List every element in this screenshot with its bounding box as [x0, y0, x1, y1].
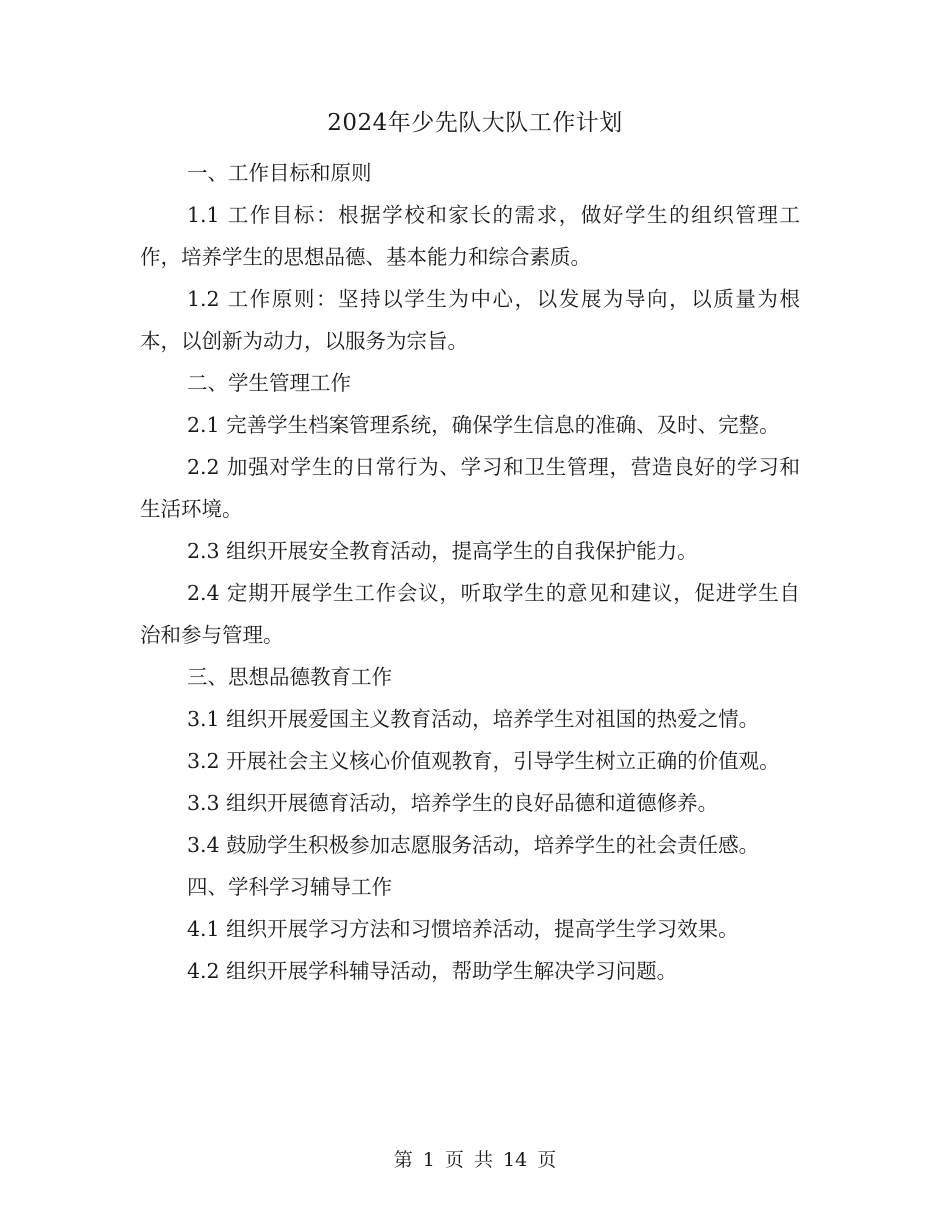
- document-body: [140, 152, 800, 992]
- section-heading-3: 三、思想品德教育工作: [187, 665, 392, 689]
- paragraph-4-2: 4.2 组织开展学科辅导活动，帮助学生解决学习问题。: [187, 959, 678, 983]
- paragraph-3-4: 3.4 鼓励学生积极参加志愿服务活动，培养学生的社会责任感。: [187, 833, 760, 857]
- paragraph-2-2: 2.2 加强对学生的日常行为、学习和卫生管理，营造良好的学习和生活环境。: [140, 455, 800, 521]
- paragraph-1-1: 1.1 工作目标：根据学校和家长的需求，做好学生的组织管理工作，培养学生的思想品德、基本能力和综合素质。: [140, 203, 800, 269]
- paragraph-1-2: 1.2 工作原则：坚持以学生为中心，以发展为导向，以质量为根本，以创新为动力，以服务为宗旨。: [140, 287, 800, 353]
- paragraph-4-1: 4.1 组织开展学习方法和习惯培养活动，提高学生学习效果。: [187, 917, 739, 941]
- paragraph-3-2: 3.2 开展社会主义核心价值观教育，引导学生树立正确的价值观。: [187, 749, 780, 773]
- paragraph-2-1: 2.1 完善学生档案管理系统，确保学生信息的准确、及时、完整。: [187, 413, 780, 437]
- paragraph-3-3: 3.3 组织开展德育活动，培养学生的良好品德和道德修养。: [187, 791, 719, 815]
- section-heading-1: 一、工作目标和原则: [187, 161, 372, 185]
- section-heading-2: 二、学生管理工作: [187, 371, 351, 395]
- document-title: 2024年少先队大队工作计划: [327, 110, 623, 136]
- paragraph-2-3: 2.3 组织开展安全教育活动，提高学生的自我保护能力。: [187, 539, 698, 563]
- page-number-footer: 第 1 页 共 14 页: [393, 1149, 557, 1171]
- paragraph-3-1: 3.1 组织开展爱国主义教育活动，培养学生对祖国的热爱之情。: [187, 707, 760, 731]
- paragraph-2-4: 2.4 定期开展学生工作会议，听取学生的意见和建议，促进学生自治和参与管理。: [140, 581, 800, 647]
- section-heading-4: 四、学科学习辅导工作: [187, 875, 392, 899]
